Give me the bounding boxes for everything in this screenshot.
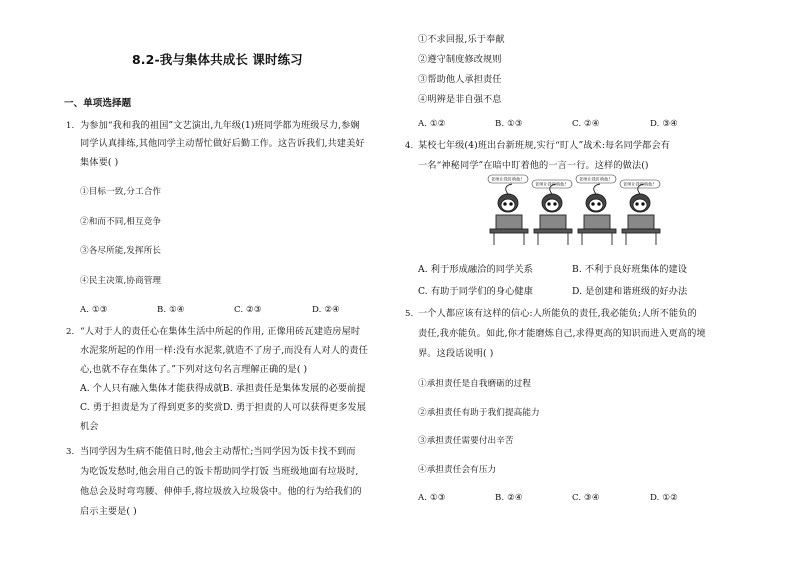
statement-item: ①承担责任是自我磨砺的过程 bbox=[418, 379, 532, 389]
question-text: 他总会及时弯弯腰、伸伸手,将垃圾放入垃圾袋中。他的行为给我们的 bbox=[80, 486, 362, 497]
statement-item: ④承担责任会有压力 bbox=[418, 465, 497, 475]
question-text: 当同学因为生病不能值日时,他会主动帮忙;当同学因为饭卡找不到而 bbox=[80, 446, 356, 457]
question-text: 启示主要是( ) bbox=[80, 506, 137, 517]
statement-item: ③承担责任需要付出辛苦 bbox=[418, 436, 514, 446]
statement-item: ③各尽所能,发挥所长 bbox=[80, 246, 162, 256]
answer-choice: A. 利于形成融洽的同学关系 bbox=[418, 264, 533, 275]
answer-choice: D. ③④ bbox=[650, 119, 678, 129]
page-title: 8.2-我与集体共成长 课时练习 bbox=[132, 52, 303, 67]
statement-item: ①不求回报,乐于奉献 bbox=[418, 34, 505, 45]
question-text: 界。这段话说明( ) bbox=[418, 348, 494, 359]
statement-item: ③帮助他人承担责任 bbox=[418, 74, 502, 85]
question-number: 1. bbox=[66, 121, 75, 131]
statement-item: ②承担责任有助于我们提高能力 bbox=[418, 408, 540, 418]
question-number: 3. bbox=[66, 447, 75, 457]
statement-item: ②遵守制度修改规则 bbox=[418, 54, 502, 65]
student-figure bbox=[534, 184, 572, 245]
question-number: 5. bbox=[405, 309, 414, 319]
question-text: 一名“神秘同学”在暗中盯着他的一言一行。这样的做法() bbox=[418, 160, 649, 171]
question-text: 为参加“我和我的祖国”文艺演出,九年级(1)班同学都为班级尽力,参娴 bbox=[80, 120, 360, 131]
statement-item: ②和而不同,相互竞争 bbox=[80, 217, 162, 227]
answer-choice: B. ②④ bbox=[495, 493, 523, 503]
question-text: 某校七年级(4)班出台新班规,实行“盯人”战术:每名同学都会有 bbox=[418, 140, 671, 151]
question-text: 机会 bbox=[80, 421, 99, 432]
answer-choice: A. ①② bbox=[418, 119, 446, 129]
answer-choice: D. ①② bbox=[650, 493, 678, 503]
speech-bubble-text: 老师让我盯梢他! bbox=[623, 181, 654, 187]
speech-bubble-text: 老师让我盯梢他! bbox=[579, 176, 610, 182]
speech-bubble-text: 老师让我盯梢他! bbox=[535, 181, 566, 187]
answer-choice: A. ①③ bbox=[418, 493, 446, 503]
student-figure bbox=[622, 184, 660, 245]
question-text: 集体要( ) bbox=[80, 157, 119, 168]
statement-item: ④明辨是非自强不息 bbox=[418, 94, 502, 105]
answer-choice: D. ②④ bbox=[312, 305, 340, 315]
question-number: 4. bbox=[405, 141, 414, 151]
question-text: 同学认真排练,其他同学主动帮忙做好后勤工作。这告诉我们,共建美好 bbox=[80, 138, 365, 149]
speech-bubble-text: 老师让我盯梢他! bbox=[491, 176, 522, 182]
question-text: 一个人都应该有这样的信心:人所能负的责任,我必能负;人所不能负的 bbox=[418, 308, 697, 319]
section-heading: 一、单项选择题 bbox=[64, 98, 132, 109]
question-number: 2. bbox=[66, 327, 75, 337]
question-text: “人对于人的责任心在集体生活中所起的作用, 正像用砖瓦建造房屋时 bbox=[80, 326, 361, 337]
question-text: 责任,我亦能负。如此,你才能磨炼自己,求得更高的知识而进入更高的境 bbox=[418, 328, 706, 339]
answer-choice: B. ①④ bbox=[157, 305, 185, 315]
question-text: A. 个人只有融入集体才能获得成就B. 承担责任是集体发展的必要前提 bbox=[80, 383, 366, 394]
statement-item: ①目标一致,分工合作 bbox=[80, 187, 162, 197]
question-text: C. 勇于担责是为了得到更多的奖赏D. 勇于担责的人可以获得更多发展 bbox=[80, 402, 367, 413]
question-text: 心,也就不存在集体了。”下列对这句名言理解正确的是( ) bbox=[80, 364, 308, 375]
question-text: 水泥浆所起的作用一样:没有水泥浆,就造不了房子,而没有人对人的责任 bbox=[80, 345, 368, 356]
answer-choice: D. 是创建和谐班级的好办法 bbox=[572, 286, 688, 297]
answer-choice: C. ②④ bbox=[572, 119, 600, 129]
answer-choice: B. 不利于良好班集体的建设 bbox=[572, 264, 688, 275]
student-figure bbox=[490, 184, 528, 245]
answer-choice: C. ③④ bbox=[572, 493, 600, 503]
answer-choice: A. ①③ bbox=[80, 305, 108, 315]
student-figure bbox=[578, 184, 616, 245]
statement-item: ④民主决策,协商管理 bbox=[80, 276, 162, 286]
answer-choice: C. ②③ bbox=[234, 305, 262, 315]
answer-choice: B. ①③ bbox=[495, 119, 523, 129]
answer-choice: C. 有助于同学们的身心健康 bbox=[418, 286, 534, 297]
cartoon-illustration bbox=[486, 173, 668, 247]
question-text: 为吃饭发愁时,他会用自己的饭卡帮助同学打饭 当班级地面有垃圾时, bbox=[80, 466, 359, 477]
